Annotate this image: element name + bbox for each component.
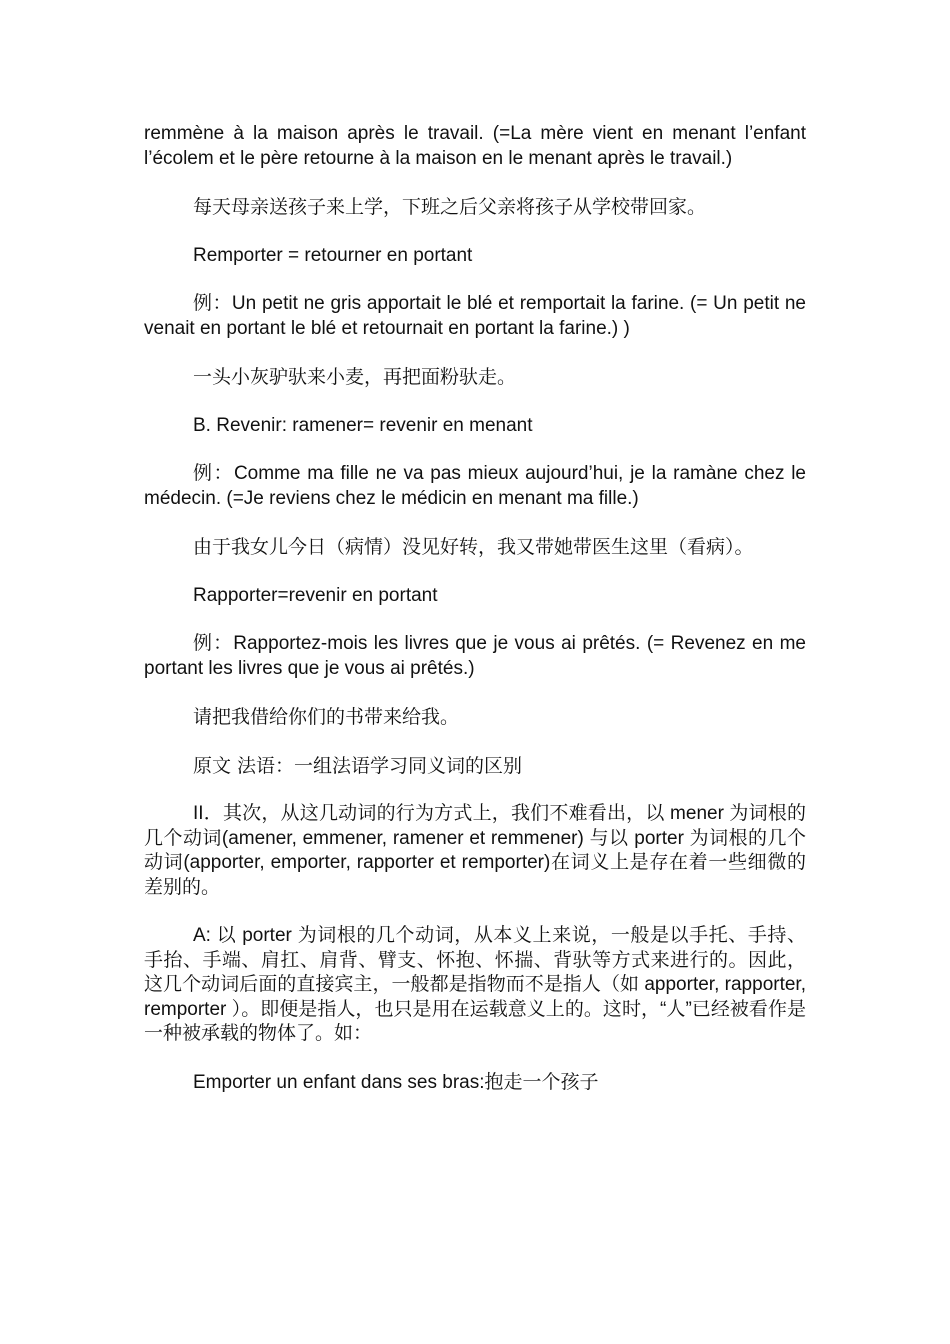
document-body [144,122,806,1119]
paragraph-example-remporter: 例：Un petit ne gris apportait le blé et remportait la farine. (= Un petit ne venait en portant le blé et retournait en portant la farine.) ) [144,293,806,339]
paragraph-section-b-revenir: B. Revenir: ramener= revenir en menant [193,414,533,436]
paragraph-section-ii: II．其次，从这几动词的行为方式上，我们不难看出，以 mener 为词根的几个动词(amener, emmener, ramener et remmener) 与以 porter 为词根的几个动词(apporter, emporter, rapporter et remporter)在词义上是存在着一些细微的差别的。 [144,803,806,898]
paragraph-definition-remporter: Remporter = retourner en portant [193,244,473,266]
paragraph-chinese-translation: 请把我借给你们的书带来给我。 [193,706,460,728]
paragraph-chinese-translation: 每天母亲送孩子来上学，下班之后父亲将孩子从学校带回家。 [193,196,707,218]
paragraph-section-a-porter: A: 以 porter 为词根的几个动词，从本义上来说，一般是以手托、手持、手抬、手端、肩扛、肩背、臂支、怀抱、怀揣、背驮等方式来进行的。因此，这几个动词后面的直接宾主，一般都是指物而不是指人（如 apporter, rapporter, remporter ）。即便是指人，也只是用在运载意义上的。这时，“人”已经被看作是一种被承载的物体了。如： [144,925,806,1044]
paragraph-example-ramener: 例：Comme ma fille ne va pas mieux aujourd’hui, je la ramàne chez le médecin. (=Je reviens chez le médicin en menant ma fille.) [144,463,806,509]
paragraph-example-rapporter: 例：Rapportez-mois les livres que je vous ai prêtés. (= Revenez en me portant les livres que je vous ai prêtés.) [144,633,806,679]
paragraph-chinese-translation: 一头小灰驴驮来小麦，再把面粉驮走。 [193,366,517,388]
paragraph-example-emporter: Emporter un enfant dans ses bras:抱走一个孩子 [193,1071,599,1093]
paragraph-definition-rapporter: Rapporter=revenir en portant [193,584,438,606]
paragraph-source-note: 原文 法语：一组法语学习同义词的区别 [193,754,523,777]
paragraph-continuation: remmène à la maison après le travail. (=La mère vient en menant l’enfant l’écolem et le père retourne à la maison en le menant après le travail.) [144,123,806,169]
paragraph-chinese-translation: 由于我女儿今日（病情）没见好转，我又带她带医生这里（看病）。 [193,536,754,558]
